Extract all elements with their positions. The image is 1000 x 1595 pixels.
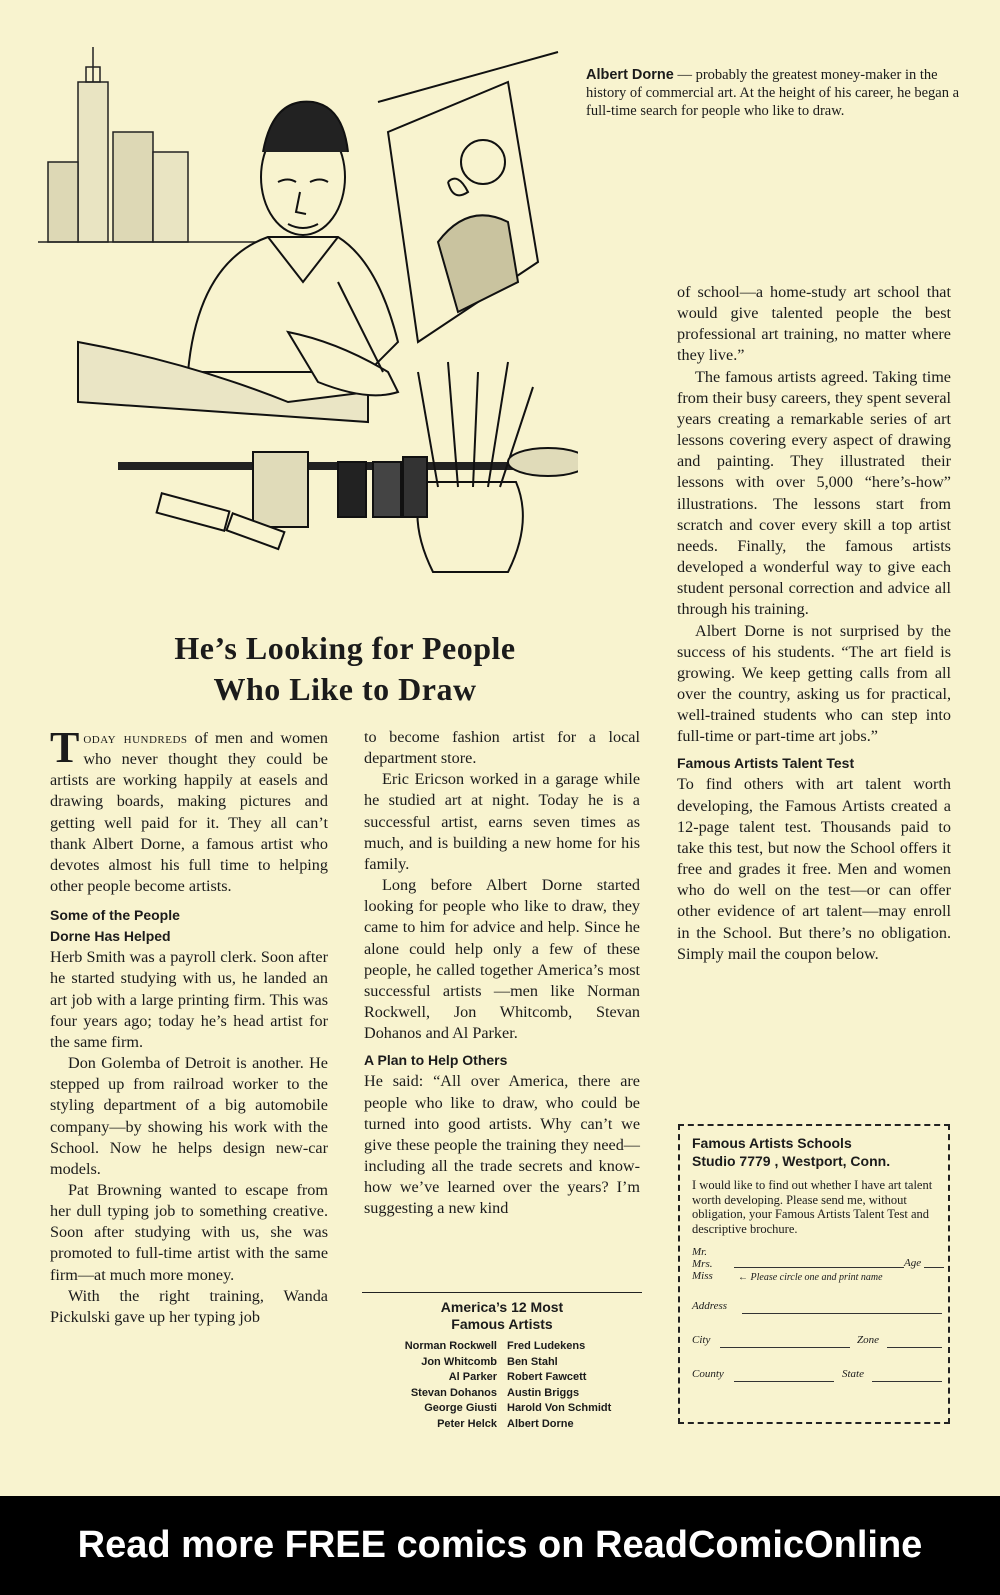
- subhead-plan: A Plan to Help Others: [364, 1052, 508, 1069]
- headline-line-2: Who Like to Draw: [213, 671, 477, 707]
- artist-name: Albert Dorne: [507, 1417, 574, 1430]
- paragraph-pat-browning: Pat Browning wanted to escape from her dull typing job to something creative. Soon after studying with us, she was promoted to full-time artist with the same firm—at much more money.: [50, 1180, 328, 1284]
- artists-grid: [362, 1339, 642, 1432]
- artists-title-2: Famous Artists: [451, 1316, 553, 1332]
- address-input-line[interactable]: [742, 1313, 942, 1314]
- coupon-request-text: I would like to find out whether I have art talent worth developing. Please send me, without obligation, your Famous Artists Talent Test and descriptive brochure.: [692, 1178, 933, 1236]
- paragraph-artists-agreed: The famous artists agreed. Taking time from their busy careers, they spent several years creating a remarkable series of art lessons covering every aspect of drawing and painting. They illustrated their lessons with over 5,000 “here’s-how” illustrations. The lessons start from scratch and cover every skill a top artist needs. Finally, the famous artists developed a wonderful way to give each student personal correction and advice all through his training.: [677, 367, 951, 619]
- city-input-line[interactable]: [720, 1347, 850, 1348]
- paragraph-long-before: Long before Albert Dorne started looking for people who like to draw, they came to him for advice and help. Since he alone could help only a few of these people, he called together America’s most successful artists —men like Norman Rockwell, Jon Whitcomb, Stevan Dohanos and Al Parker.: [364, 876, 640, 1043]
- artist-name: Ben Stahl: [507, 1355, 558, 1368]
- subhead-talent-test: Famous Artists Talent Test: [677, 755, 855, 772]
- artists-divider: [362, 1292, 642, 1293]
- artist-name: Al Parker: [448, 1371, 497, 1383]
- artist-name: Jon Whitcomb: [421, 1355, 497, 1368]
- paragraph-wanda: With the right training, Wanda Pickulski gave up her typing job: [50, 1286, 328, 1326]
- intro-paragraph: Today hundreds of men and women who never thought they could be artists are working happily at easels and drawing boards, making pictures and getting well paid for it. They all can’t thank Albert Dorne, a famous artist who devotes almost his full time to helping other people become artists.: [50, 723, 328, 896]
- paragraph-fashion-artist: to become fashion artist for a local department store.: [364, 728, 640, 768]
- subhead-people-helped-2: Dorne Has Helped: [50, 928, 171, 945]
- mail-coupon[interactable]: [678, 1124, 950, 1424]
- paragraph-herb-smith: Herb Smith was a payroll clerk. Soon after he started studying with us, he landed an art job with a large printing firm. This was four years ago; today he’s head artist for the same firm.: [50, 948, 328, 1051]
- column-3: [677, 282, 951, 965]
- artist-name: Robert Fawcett: [507, 1371, 587, 1383]
- paragraph-home-study: of school—a home-study art school that would give talented people the best professional art training, no matter where they live.”: [677, 283, 951, 365]
- zone-input-line[interactable]: [887, 1347, 942, 1348]
- paragraph-don-golemba: Don Golemba of Detroit is another. He stepped up from railroad worker to the styling department of a big automobile company—by showing his work with the School. Now he helps design new-car models.: [50, 1054, 328, 1178]
- illustration-caption: [586, 66, 966, 120]
- artist-name: Peter Helck: [437, 1417, 497, 1430]
- headline-line-1: He’s Looking for People: [174, 630, 516, 666]
- county-label: County: [692, 1368, 724, 1380]
- famous-artists-list: [362, 1292, 642, 1432]
- caption-text: — probably the greatest money-maker in the history of commercial art. At the height of his career, he began a full-time search for people who like to draw.: [586, 67, 960, 119]
- coupon-school-name: Famous Artists Schools: [692, 1135, 852, 1151]
- lead-small-caps: oday hundreds: [83, 729, 188, 747]
- drop-cap: T: [50, 723, 80, 772]
- column-2: [364, 727, 640, 1219]
- paragraph-talent-test: To find others with art talent worth developing, the Famous Artists created a 12-page talent test. Thousands paid to take this test, but now the School offers it free and grades it free. Men and women who do well on the test—or can offer other evidence of art talent—may enroll in the School. But there’s no obligation. Simply mail the coupon below.: [677, 775, 951, 963]
- subhead-people-helped-1: Some of the People: [50, 907, 180, 924]
- zone-label: Zone: [857, 1334, 879, 1346]
- artist-name: Austin Briggs: [507, 1386, 580, 1399]
- caption-name: Albert Dorne: [586, 67, 674, 83]
- coupon-city-field[interactable]: [692, 1322, 936, 1356]
- state-input-line[interactable]: [872, 1381, 942, 1382]
- artist-name: Fred Ludekens: [507, 1340, 586, 1352]
- county-input-line[interactable]: [734, 1381, 834, 1382]
- address-label: Address: [692, 1300, 728, 1312]
- state-label: State: [842, 1368, 864, 1380]
- circle-note: ← Please circle one and print name: [738, 1272, 883, 1283]
- name-input-line[interactable]: [734, 1267, 904, 1268]
- paragraph-eric-ericson: Eric Ericson worked in a garage while he studied art at night. Today he is a successful artist, earns seven times as much, and is building a new home for his family.: [364, 770, 640, 873]
- coupon-name-field[interactable]: [692, 1244, 936, 1288]
- age-label: Age: [904, 1257, 922, 1269]
- paragraph-he-said: He said: “All over America, there are people who like to draw, who could be turned into good artists. Why can’t we give these people the training they need—including all the trade secrets and know-how we’ve learned over the years? I’m suggesting a new kind: [364, 1072, 640, 1218]
- coupon-county-field[interactable]: [692, 1356, 936, 1390]
- coupon-studio-address: Studio 7779 , Westport, Conn.: [692, 1153, 891, 1169]
- age-input-line[interactable]: [924, 1267, 944, 1268]
- column-1: [50, 723, 328, 1328]
- salutation-miss[interactable]: Miss: [692, 1270, 713, 1282]
- coupon-address-field[interactable]: [692, 1288, 936, 1322]
- artists-title-1: America’s 12 Most: [440, 1299, 564, 1315]
- artist-name: Harold Von Schmidt: [507, 1402, 612, 1414]
- salutation-mrs[interactable]: Mrs.: [692, 1258, 713, 1270]
- artist-name: George Giusti: [424, 1402, 497, 1414]
- salutation-mr[interactable]: Mr.: [692, 1246, 707, 1258]
- paragraph-not-surprised: Albert Dorne is not surprised by the success of his students. “The art field is growing. We keep getting calls from all over the country, asking us for practical, well-trained students who can step into full-time or part-time art jobs.”: [677, 621, 951, 746]
- headline: [40, 628, 650, 710]
- footer-banner[interactable]: Read more FREE comics on ReadComicOnline: [0, 1496, 1000, 1595]
- artist-name: Stevan Dohanos: [410, 1386, 497, 1399]
- artist-name: Norman Rockwell: [404, 1340, 497, 1352]
- artist-illustration: [38, 42, 578, 582]
- city-label: City: [692, 1334, 711, 1346]
